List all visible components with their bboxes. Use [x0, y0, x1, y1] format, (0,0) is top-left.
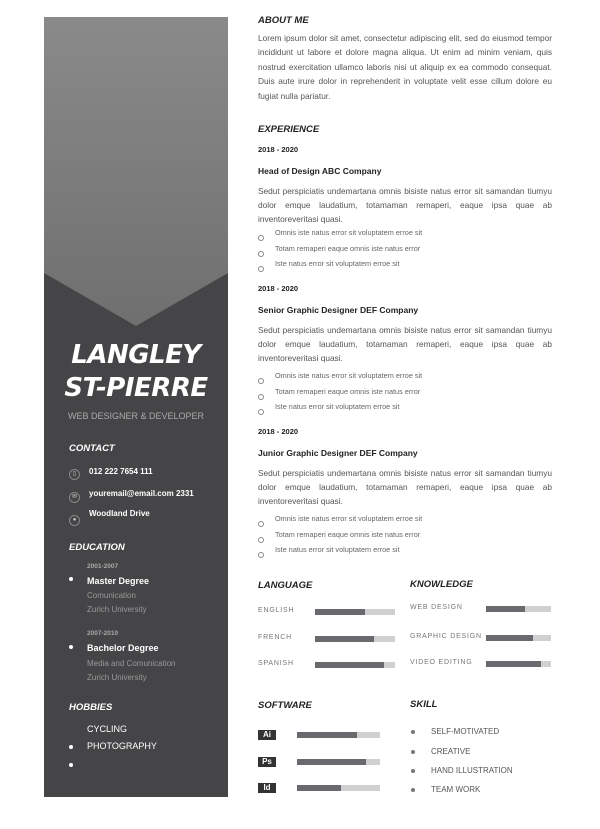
bullet-icon: [69, 763, 73, 767]
phone: 012 222 7654 111: [89, 467, 153, 476]
bullet-icon: [411, 788, 415, 792]
circle-bullet-icon: [258, 409, 264, 415]
circle-bullet-icon: [258, 235, 264, 241]
bullet-icon: [411, 730, 415, 734]
role: WEB DESIGNER & DEVELOPER: [67, 411, 205, 421]
edu-years: 2007-2010: [87, 630, 119, 637]
language-heading: LANGUAGE: [258, 580, 313, 591]
bullet-text: Iste natus error sit voluptatem erroe sit: [275, 402, 400, 411]
bullet-icon: [411, 769, 415, 773]
software-heading: SOFTWARE: [258, 700, 312, 711]
language-label: SPANISH: [258, 660, 294, 667]
knowledge-label: VIDEO EDITING: [410, 659, 473, 666]
job: [258, 145, 552, 277]
skill-heading: SKILL: [410, 699, 438, 710]
circle-bullet-icon: [258, 378, 264, 384]
language-bar: [315, 609, 395, 615]
software-bar: [297, 785, 380, 791]
edu-school: Zurich University: [87, 605, 147, 614]
knowledge-bar-fill: [486, 661, 541, 667]
location-icon: ●: [69, 515, 80, 526]
knowledge-heading: KNOWLEDGE: [410, 579, 473, 590]
software-label: Ps: [258, 757, 276, 767]
bullet-text: Omnis iste natus error sit voluptatem erroe sit: [275, 371, 423, 380]
job-years: 2018 - 2020: [258, 427, 299, 436]
experience-heading: EXPERIENCE: [258, 124, 320, 135]
circle-bullet-icon: [258, 251, 264, 257]
address: Woodland Drive: [89, 509, 150, 518]
email-icon: ✉: [69, 492, 80, 503]
software-bar: [297, 732, 380, 738]
job-desc: Sedut perspiciatis undemartana omnis bisiste natus error sit samandan tiumyu dolor emque laudatium, totamaman remaperi, eaque ipsa quae ab inventoreveritasi quasi.: [258, 325, 552, 363]
job-years: 2018 - 2020: [258, 284, 299, 293]
bullet-text: Totam remaperi eaque omnis iste natus error: [275, 243, 421, 253]
circle-bullet-icon: [258, 394, 264, 400]
job-title: Junior Graphic Designer DEF Company: [258, 448, 418, 458]
language-bar-fill: [315, 609, 365, 615]
job: [258, 284, 552, 420]
language-label: FRENCH: [258, 634, 292, 641]
job-bullet: [258, 261, 552, 277]
sidebar: [44, 17, 228, 797]
skill-item: CREATIVE: [431, 747, 471, 756]
edu-field: Comunication: [87, 591, 136, 600]
bullet-icon: [69, 745, 73, 749]
edu-degree: Master Degree: [87, 576, 150, 586]
edu-years: 2001-2007: [87, 563, 119, 570]
bullet-text: Omnis iste natus error sit voluptatem erroe sit: [275, 514, 423, 523]
bullet-text: Iste natus error sit voluptatem erroe sit: [275, 545, 400, 554]
job: [258, 427, 552, 563]
last-name: ST-PIERRE: [64, 373, 208, 403]
bullet-icon: [411, 750, 415, 754]
hobby: CYCLING: [87, 724, 128, 734]
circle-bullet-icon: [258, 537, 264, 543]
bullet-text: Iste natus error sit voluptatem erroe sit: [275, 259, 400, 268]
language-bar: [315, 636, 395, 642]
knowledge-bar: [486, 661, 551, 667]
skill-item: SELF-MOTIVATED: [431, 727, 500, 736]
circle-bullet-icon: [258, 552, 264, 558]
language-label: ENGLISH: [258, 607, 295, 614]
circle-bullet-icon: [258, 521, 264, 527]
circle-bullet-icon: [258, 266, 264, 272]
language-bar-fill: [315, 636, 374, 642]
first-name: LANGLEY: [71, 340, 201, 370]
edu-degree: Bachelor Degree: [87, 643, 159, 653]
software-bar-fill: [297, 732, 357, 738]
knowledge-bar-fill: [486, 606, 525, 612]
contact-heading: CONTACT: [69, 443, 115, 454]
job-bullet: [258, 404, 552, 420]
knowledge-bar: [486, 606, 551, 612]
knowledge-label: GRAPHIC DESIGN: [410, 633, 482, 640]
knowledge-bar-fill: [486, 635, 533, 641]
job-years: 2018 - 2020: [258, 145, 299, 154]
photo-placeholder: [44, 17, 228, 326]
job-desc: Sedut perspiciatis undemartana omnis bisiste natus error sit samandan tiumyu dolor emque laudatium, totamaman remaperi, eaque ipsa quae ab inventoreveritasi quasi.: [258, 186, 552, 224]
bullet-text: Totam remaperi eaque omnis iste natus error: [275, 386, 421, 396]
skill-item: TEAM WORK: [431, 785, 481, 794]
language-bar: [315, 662, 395, 668]
software-bar: [297, 759, 380, 765]
bullet-text: Omnis iste natus error sit voluptatem erroe sit: [275, 228, 423, 237]
email: youremail@email.com 2331: [89, 489, 194, 498]
phone-icon: ▯: [69, 469, 80, 480]
job-bullet: [258, 547, 552, 563]
knowledge-bar: [486, 635, 551, 641]
bullet-text: Totam remaperi eaque omnis iste natus error: [275, 529, 421, 539]
hobbies-heading: HOBBIES: [69, 702, 113, 713]
knowledge-label: WEB DESIGN: [410, 604, 463, 611]
edu-school: Zurich University: [87, 673, 147, 682]
bullet-icon: [69, 645, 73, 649]
job-desc: Sedut perspiciatis undemartana omnis bisiste natus error sit samandan tiumyu dolor emque laudatium, totamaman remaperi, eaque ipsa quae ab inventoreveritasi quasi.: [258, 468, 552, 506]
software-label: Id: [258, 783, 276, 793]
about-text: Lorem ipsum dolor sit amet, consectetur adipiscing elit, sed do eiusmod tempor incididunt ut labore et dolore magna aliqua. Ut enim ad minim veniam, quis nostrud exercitation ullamco laboris nisi ut aliquip ex ea commodo consequat. Duis aute irure dolor in reprehenderit in voluptate velit esse cillum dolore eu fugiat nulla pariatur.: [258, 33, 552, 101]
about-heading: ABOUT ME: [258, 15, 309, 26]
edu-field: Media and Comunication: [87, 659, 176, 668]
language-bar-fill: [315, 662, 384, 668]
skill-item: HAND ILLUSTRATION: [431, 766, 513, 775]
hobby: PHOTOGRAPHY: [87, 741, 157, 751]
education-heading: EDUCATION: [69, 542, 125, 553]
software-bar-fill: [297, 759, 366, 765]
bullet-icon: [69, 577, 73, 581]
job-title: Head of Design ABC Company: [258, 166, 382, 176]
software-label: Ai: [258, 730, 276, 740]
job-title: Senior Graphic Designer DEF Company: [258, 305, 419, 315]
software-bar-fill: [297, 785, 341, 791]
